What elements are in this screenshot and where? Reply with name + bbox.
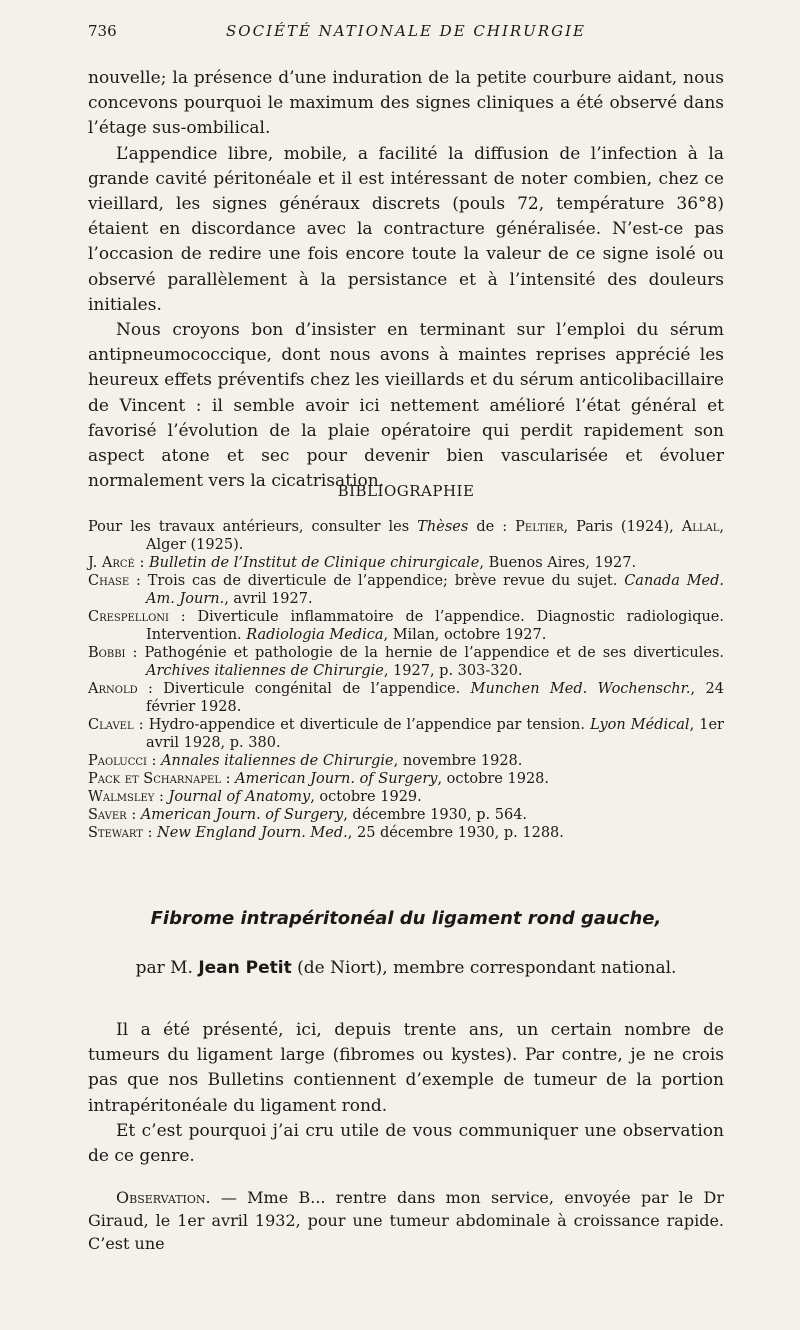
bibliography-entry: Paolucci : Annales italiennes de Chirurgie, novembre 1928. — [88, 753, 523, 769]
paragraph: L’appendice libre, mobile, a facilité la diffusion de l’infection à la grande cavité péritonéale et il est intéressant de noter combien, chez ce vieillard, les signes généraux discrets (pouls 72, température 36°8) étaient en discordance avec la contracture généralisée. N’est-ce pas l’occasion de redire une fois encore toute la valeur de ce signe isolé ou observé parallèlement à la persistance et à l’intensité des douleurs initiales. — [88, 143, 724, 315]
paragraph: Et c’est pourquoi j’ai cru utile de vous communiquer une observation de ce genre. — [88, 1120, 724, 1167]
bibliography-entry: Bobbi : Pathogénie et pathologie de la hernie de l’appendice et de ses diverticules. Archives italiennes de Chirurgie, 1927, p. 303-320. — [88, 645, 725, 679]
page-number: 736 — [88, 22, 117, 40]
bibliography-entry: Pack et Scharnapel : American Journ. of Surgery, octobre 1928. — [88, 771, 550, 787]
paragraph-continued: nouvelle; la présence d’une induration de la petite courbure aidant, nous concevons pourquoi le maximum des signes cliniques a été observé dans l’étage sus-ombilical. — [88, 68, 724, 139]
bibliography-entry: Saver : American Journ. of Surgery, décembre 1930, p. 564. — [88, 807, 528, 823]
journal-title: SOCIÉTÉ NATIONALE DE CHIRURGIE — [226, 22, 586, 40]
observation-label: Observation — [116, 1188, 206, 1207]
article-body — [88, 1018, 724, 1169]
bibliography-entry: Walmsley : Journal of Anatomy, octobre 1929. — [88, 789, 422, 805]
observation-paragraph: Observation. — Mme B... rentre dans mon service, envoyée par le Dr Giraud, le 1er avril 1932, pour une tumeur abdominale à croissance rapide. C’est une — [88, 1188, 724, 1253]
article-title: Fibrome intrapéritonéal du ligament rond gauche, — [150, 908, 662, 929]
bibliography-entry: Chase : Trois cas de diverticule de l’appendice; brève revue du sujet. Canada Med. Am. Journ., avril 1927. — [88, 573, 725, 607]
bibliography-list — [88, 518, 724, 842]
bibliography-entry: Arnold : Diverticule congénital de l’appendice. Munchen Med. Wochenschr., 24 février 1928. — [88, 681, 724, 715]
paragraph: Nous croyons bon d’insister en terminant sur l’emploi du sérum antipneumococcique, dont nous avons à maintes reprises apprécié les heureux effets préventifs chez les vieillards et du sérum anticolibacillaire de Vincent : il semble avoir ici nettement amélioré l’état général et favorisé l’évolution de la plaie opératoire qui perdit rapidement son aspect atone et sec pour devenir bien vascularisée et évoluer normalement vers la cicatrisation. — [88, 320, 724, 492]
body-text-top — [88, 66, 724, 494]
bibliography-intro: Pour les travaux antérieurs, consulter les Thèses de : Peltier, Paris (1924), Allal, Alger (1925). — [88, 519, 724, 553]
article-byline: par M. Jean Petit (de Niort), membre correspondant national. — [135, 958, 677, 978]
bibliography-entry: J. Arcé : Bulletin de l’Institut de Clinique chirurgicale, Buenos Aires, 1927. — [88, 555, 637, 571]
running-header — [88, 22, 724, 46]
author-name: Jean Petit — [198, 958, 292, 978]
paragraph: Il a été présenté, ici, depuis trente ans, un certain nombre de tumeurs du ligament large (fibromes ou kystes). Par contre, je ne crois pas que nos Bulletins contiennent d’exemple de tumeur de la portion intrapéritonéale du ligament rond. — [88, 1020, 724, 1116]
bibliography-entry: Clavel : Hydro-appendice et diverticule de l’appendice par tension. Lyon Médical, 1er avril 1928, p. 380. — [88, 717, 724, 751]
bibliography-entry: Crespelloni : Diverticule inflammatoire de l’appendice. Diagnostic radiologique. Intervention. Radiologia Medica, Milan, octobre 1927. — [88, 609, 724, 643]
bibliography-entry: Stewart : New England Journ. Med., 25 décembre 1930, p. 1288. — [88, 825, 564, 841]
bibliography-heading: BIBLIOGRAPHIE — [337, 482, 475, 500]
